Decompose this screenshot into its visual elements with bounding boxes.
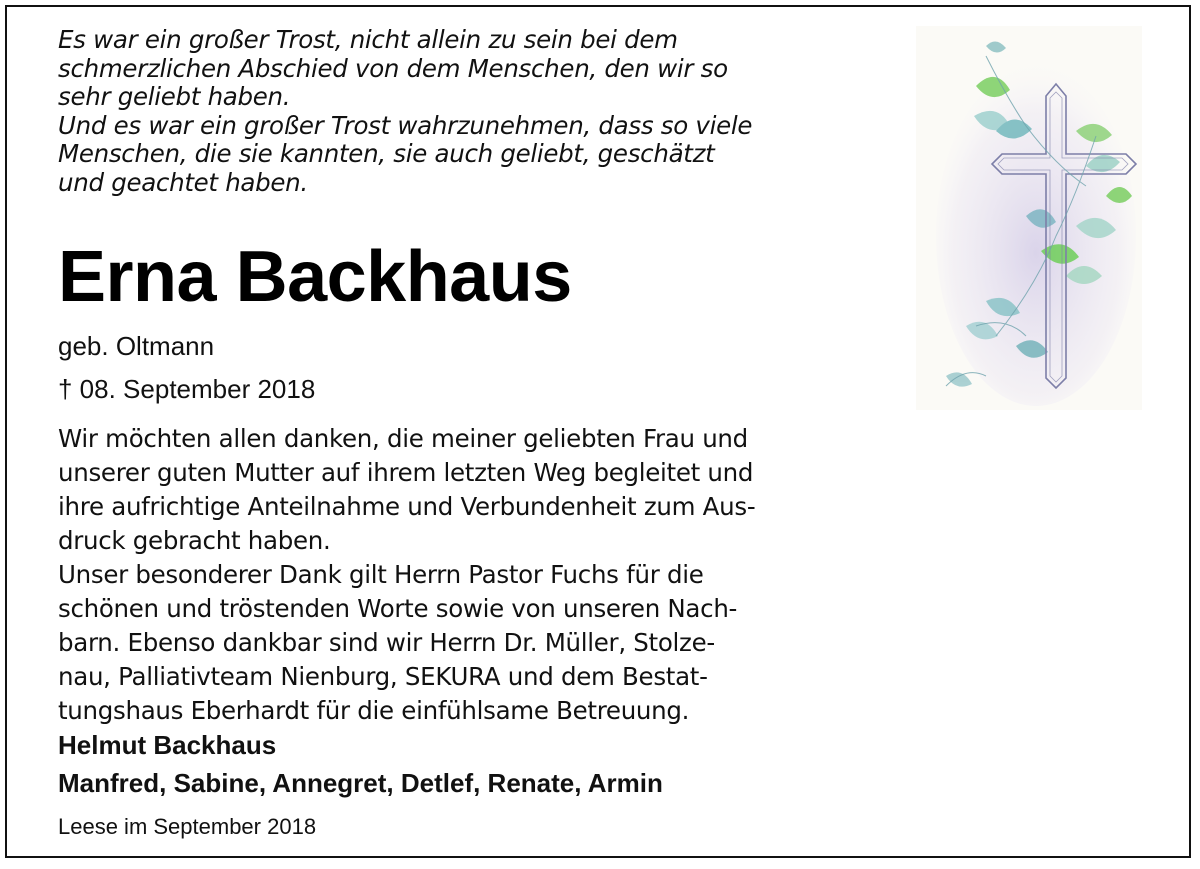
quote-line: sehr geliebt haben. xyxy=(58,82,291,111)
quote-line: Und es war ein großer Trost wahrzunehmen, dass so viele xyxy=(58,110,753,140)
opening-quote xyxy=(58,26,858,197)
thank-you-text xyxy=(58,422,878,728)
deceased-name: Erna Backhaus xyxy=(58,237,572,317)
quote-line: und geachtet haben. xyxy=(58,167,308,197)
body-line: Wir möchten allen danken, die meiner geliebten Frau und xyxy=(58,424,748,453)
maiden-name: geb. Oltmann xyxy=(58,331,215,361)
death-date: † 08. September 2018 xyxy=(58,374,316,404)
body-line: Unser besonderer Dank gilt Herrn Pastor Fuchs für die xyxy=(58,560,704,589)
body-line: druck gebracht haben. xyxy=(58,526,331,555)
cross-with-flowers-icon xyxy=(916,26,1142,410)
signature-primary: Helmut Backhaus xyxy=(58,730,277,760)
signature-family: Manfred, Sabine, Annegret, Detlef, Renate, Armin xyxy=(58,768,663,798)
cross-illustration xyxy=(916,26,1142,410)
quote-line: schmerzlichen Abschied von dem Menschen, den wir so xyxy=(58,53,728,83)
body-line: barn. Ebenso dankbar sind wir Herrn Dr. Müller, Stolze- xyxy=(58,628,715,657)
body-line: nau, Palliativteam Nienburg, SEKURA und dem Bestat- xyxy=(58,662,708,691)
body-line: unserer guten Mutter auf ihrem letzten Weg begleitet und xyxy=(58,458,754,487)
body-line: ihre aufrichtige Anteilnahme und Verbundenheit zum Aus- xyxy=(58,492,756,521)
quote-line: Menschen, die sie kannten, sie auch geliebt, geschätzt xyxy=(58,139,715,168)
quote-line: Es war ein großer Trost, nicht allein zu sein bei dem xyxy=(58,25,678,54)
place-date: Leese im September 2018 xyxy=(58,814,317,839)
body-line: schönen und tröstenden Worte sowie von unseren Nach- xyxy=(58,594,738,623)
body-line: tungshaus Eberhardt für die einfühlsame Betreuung. xyxy=(58,696,690,725)
